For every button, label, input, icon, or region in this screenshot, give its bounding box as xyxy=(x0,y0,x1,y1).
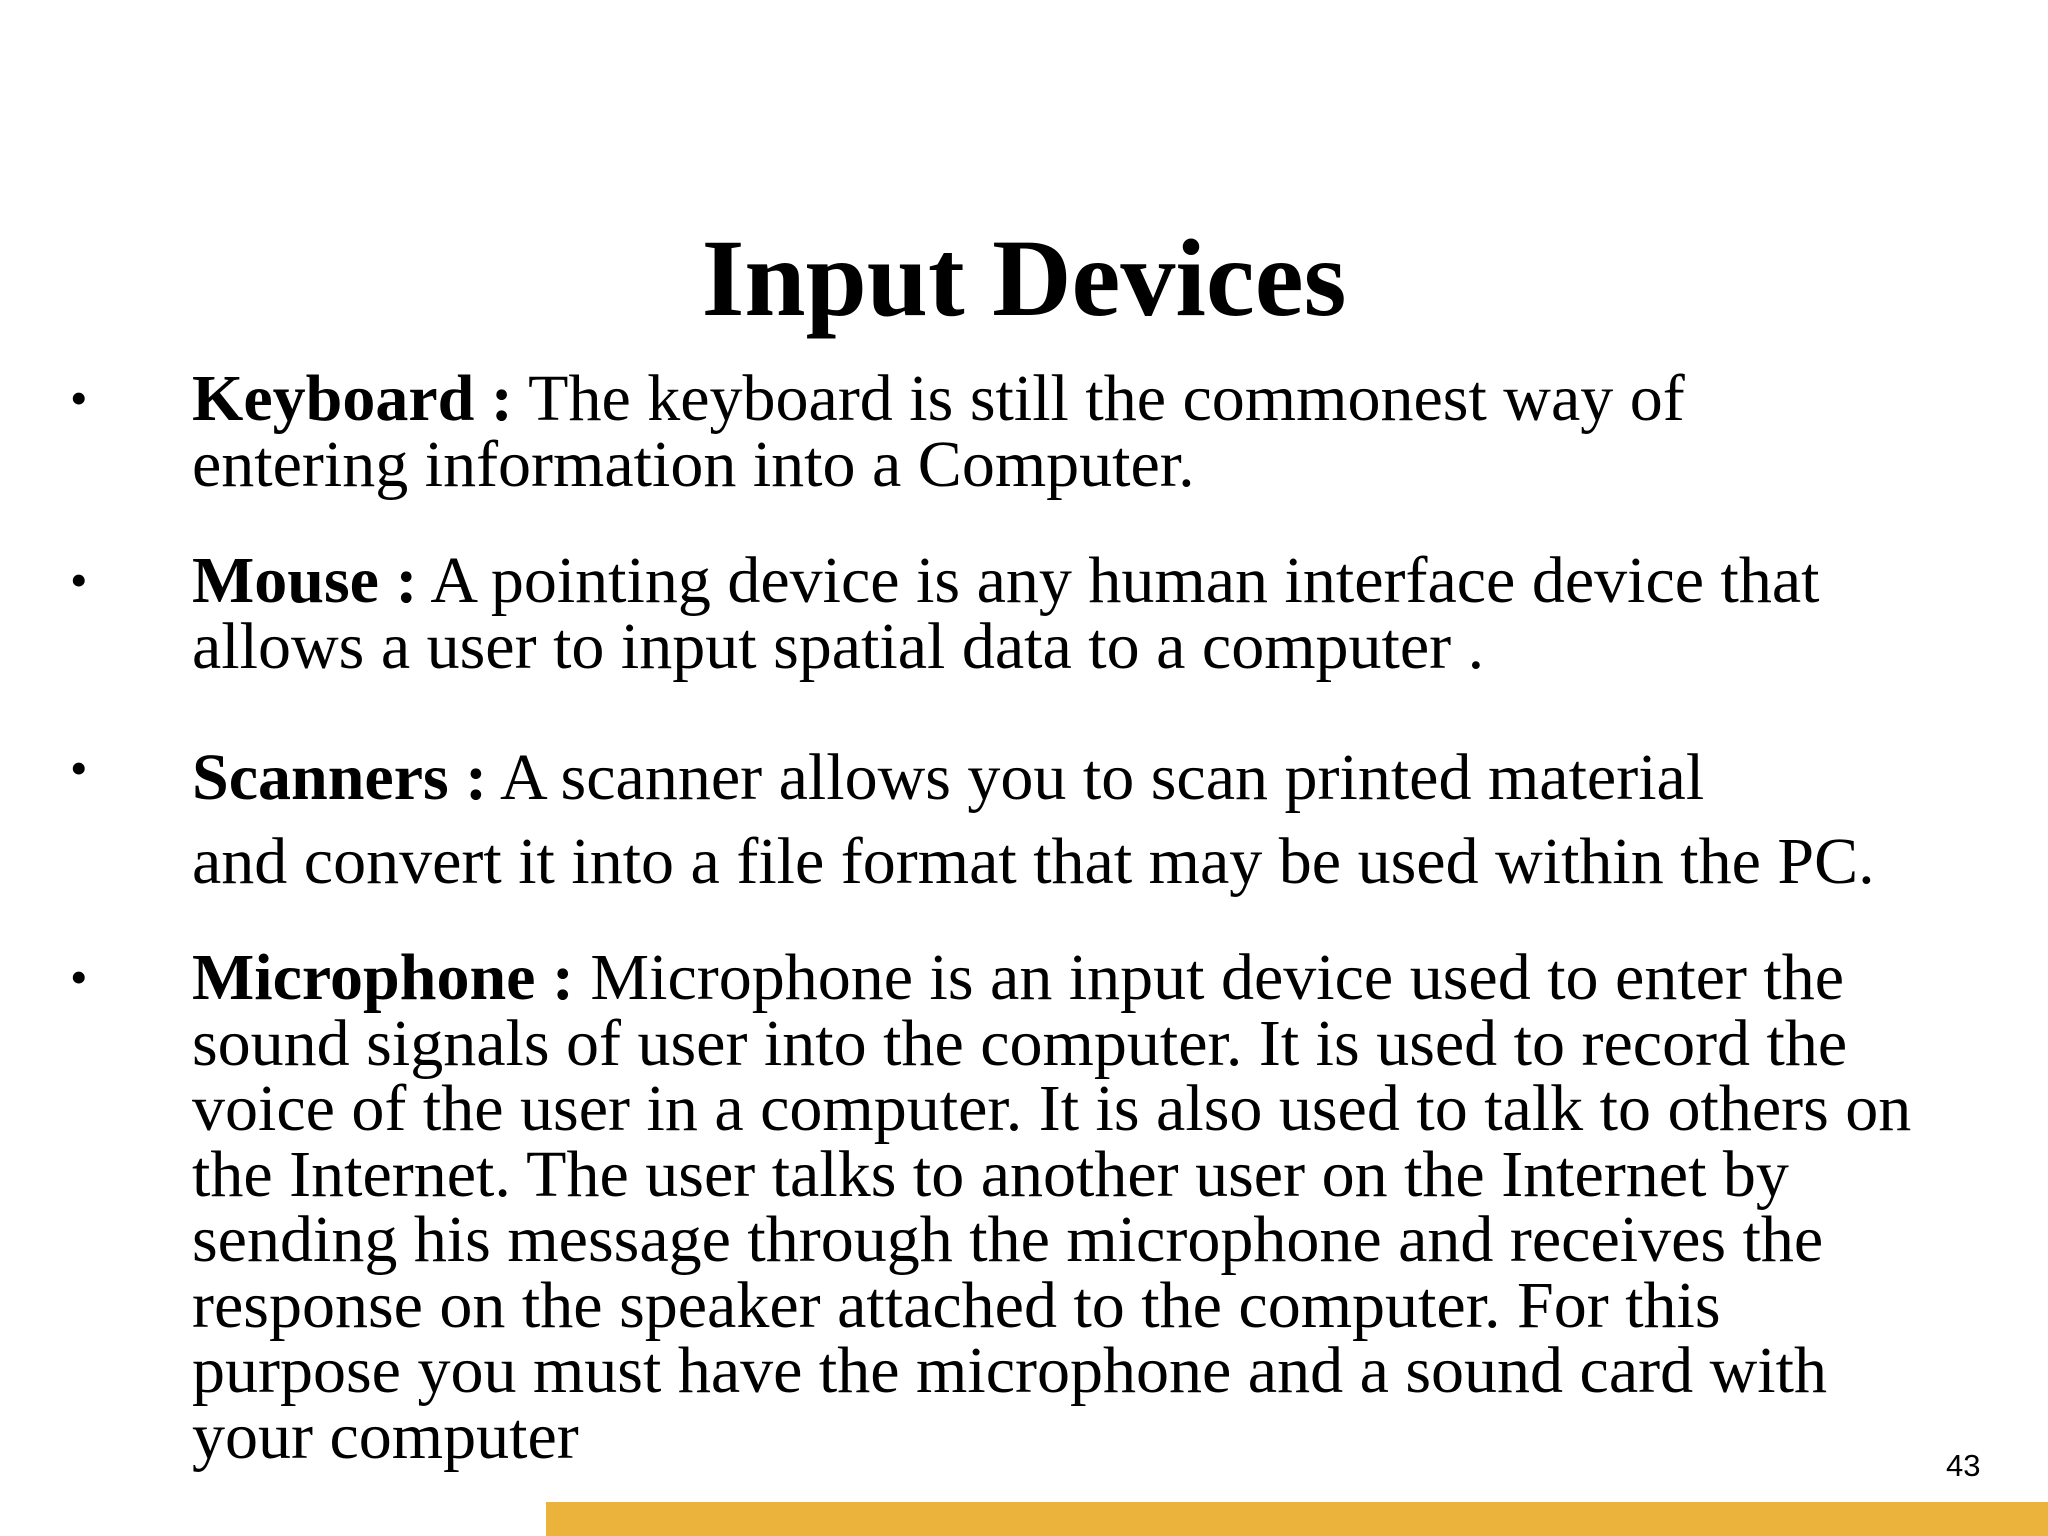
bullet-line-text: Microphone is an input device used to enter the xyxy=(573,941,1845,1014)
bullet-line: the Internet. The user talks to another user on the Internet by xyxy=(192,1137,1789,1211)
bullet-dot-icon: • xyxy=(70,552,88,608)
bullet-term: Mouse : xyxy=(192,544,418,617)
slide-title: Input Devices xyxy=(701,217,1347,339)
bullet-dot-icon: • xyxy=(70,370,88,426)
bullet-line: sound signals of user into the computer. It is used to record the xyxy=(192,1006,1848,1080)
bullet-text xyxy=(192,941,2012,1473)
bullet-line: purpose you must have the microphone and a sound card with xyxy=(192,1334,1827,1407)
bullet-line xyxy=(192,941,2012,1014)
bullet-term: Microphone : xyxy=(192,941,574,1014)
bullet-line: entering information into a Computer. xyxy=(192,428,1195,501)
bullet-dot-icon: • xyxy=(70,740,88,796)
bullet-line: voice of the user in a computer. It is also used to talk to others on xyxy=(192,1072,1912,1145)
bullet-line: response on the speaker attached to the computer. For this xyxy=(192,1268,1721,1342)
footer-accent-bar xyxy=(546,1502,2048,1536)
bullet-line xyxy=(192,544,2012,617)
bullet-dot-icon: • xyxy=(70,949,88,1005)
bullet-line xyxy=(192,362,2012,435)
bullet-line: your computer xyxy=(192,1399,579,1473)
bullet-text xyxy=(192,544,2012,683)
bullet-line: and convert it into a file format that may be used within the PC. xyxy=(192,825,1875,898)
bullet-line: allows a user to input spatial data to a computer . xyxy=(192,610,1485,683)
bullet-line xyxy=(192,736,2012,820)
bullet-text xyxy=(192,362,2012,501)
page-number: 43 xyxy=(1946,1448,1981,1483)
bullet-term: Scanners : xyxy=(192,741,488,814)
bullet-line-text: The keyboard is still the commonest way of xyxy=(512,362,1685,435)
bullet-text xyxy=(192,736,2012,904)
bullet-line-text: A pointing device is any human interface device that xyxy=(417,544,1820,617)
bullet-line-text: A scanner allows you to scan printed material xyxy=(487,741,1705,814)
bullet-term: Keyboard : xyxy=(192,362,513,435)
bullet-line: sending his message through the microphone and receives the xyxy=(192,1203,1824,1276)
